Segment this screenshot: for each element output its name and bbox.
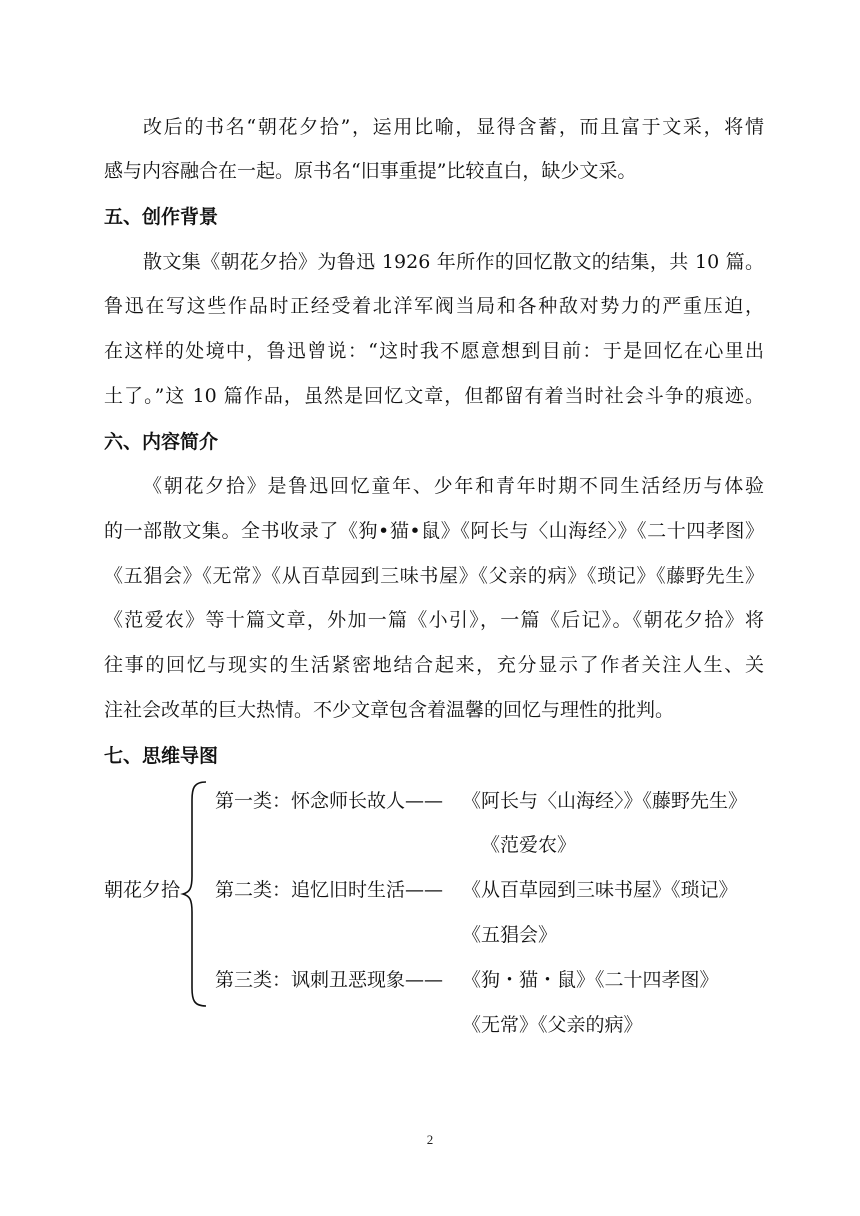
mindmap-branch-items: 《五猖会》 xyxy=(462,924,558,946)
mindmap-branch-label: 第三类：讽刺丑恶现象—— xyxy=(215,969,444,991)
section-heading: 六、内容简介 xyxy=(104,431,219,453)
mindmap-branch-items: 《阿长与〈山海经〉》《藤野先生》 xyxy=(462,790,748,812)
paragraph-line: 改后的书名“朝花夕拾”，运用比喻，显得含蓄，而且富于文采，将情 xyxy=(143,116,764,138)
paragraph-line: 的一部散文集。全书收录了《狗•猫•鼠》《阿长与〈山海经〉》《二十四孝图》 xyxy=(104,520,764,542)
curly-brace-icon xyxy=(180,780,210,1010)
paragraph-line: 鲁迅在写这些作品时正经受着北洋军阀当局和各种敌对势力的严重压迫， xyxy=(104,295,764,317)
paragraph-line: 土了。”这 10 篇作品，虽然是回忆文章，但都留有着当时社会斗争的痕迹。 xyxy=(104,385,764,407)
paragraph-line: 在这样的处境中，鲁迅曾说：“这时我不愿意想到目前：于是回忆在心里出 xyxy=(104,340,764,362)
mindmap-branch-items: 《范爱农》 xyxy=(481,834,577,856)
paragraph-line: 散文集《朝花夕拾》为鲁迅 1926 年所作的回忆散文的结集，共 10 篇。 xyxy=(143,251,764,273)
mindmap-branch-label: 第二类：追忆旧时生活—— xyxy=(215,879,444,901)
section-heading: 五、创作背景 xyxy=(104,206,219,228)
paragraph-line: 感与内容融合在一起。原书名“旧事重提”比较直白，缺少文采。 xyxy=(104,160,637,182)
mindmap-branch-items: 《从百草园到三味书屋》《琐记》 xyxy=(462,879,738,901)
mindmap-root: 朝花夕拾 xyxy=(104,879,181,901)
paragraph-line: 《五猖会》《无常》《从百草园到三味书屋》《父亲的病》《琐记》《藤野先生》 xyxy=(104,565,764,587)
page-number: 2 xyxy=(426,1132,434,1147)
paragraph-line: 《朝花夕拾》是鲁迅回忆童年、少年和青年时期不同生活经历与体验 xyxy=(143,475,764,497)
section-heading: 七、思维导图 xyxy=(104,745,219,767)
paragraph-line: 往事的回忆与现实的生活紧密地结合起来，充分显示了作者关注人生、关 xyxy=(104,654,764,676)
mindmap-branch-items: 《狗・猫・鼠》《二十四孝图》 xyxy=(462,969,719,991)
paragraph-line: 《范爱农》等十篇文章，外加一篇《小引》，一篇《后记》。《朝花夕拾》将 xyxy=(104,609,764,631)
mindmap-branch-label: 第一类：怀念师长故人—— xyxy=(215,790,444,812)
mindmap-branch-items: 《无常》《父亲的病》 xyxy=(462,1014,643,1036)
paragraph-line: 注社会改革的巨大热情。不少文章包含着温馨的回忆与理性的批判。 xyxy=(104,699,675,721)
